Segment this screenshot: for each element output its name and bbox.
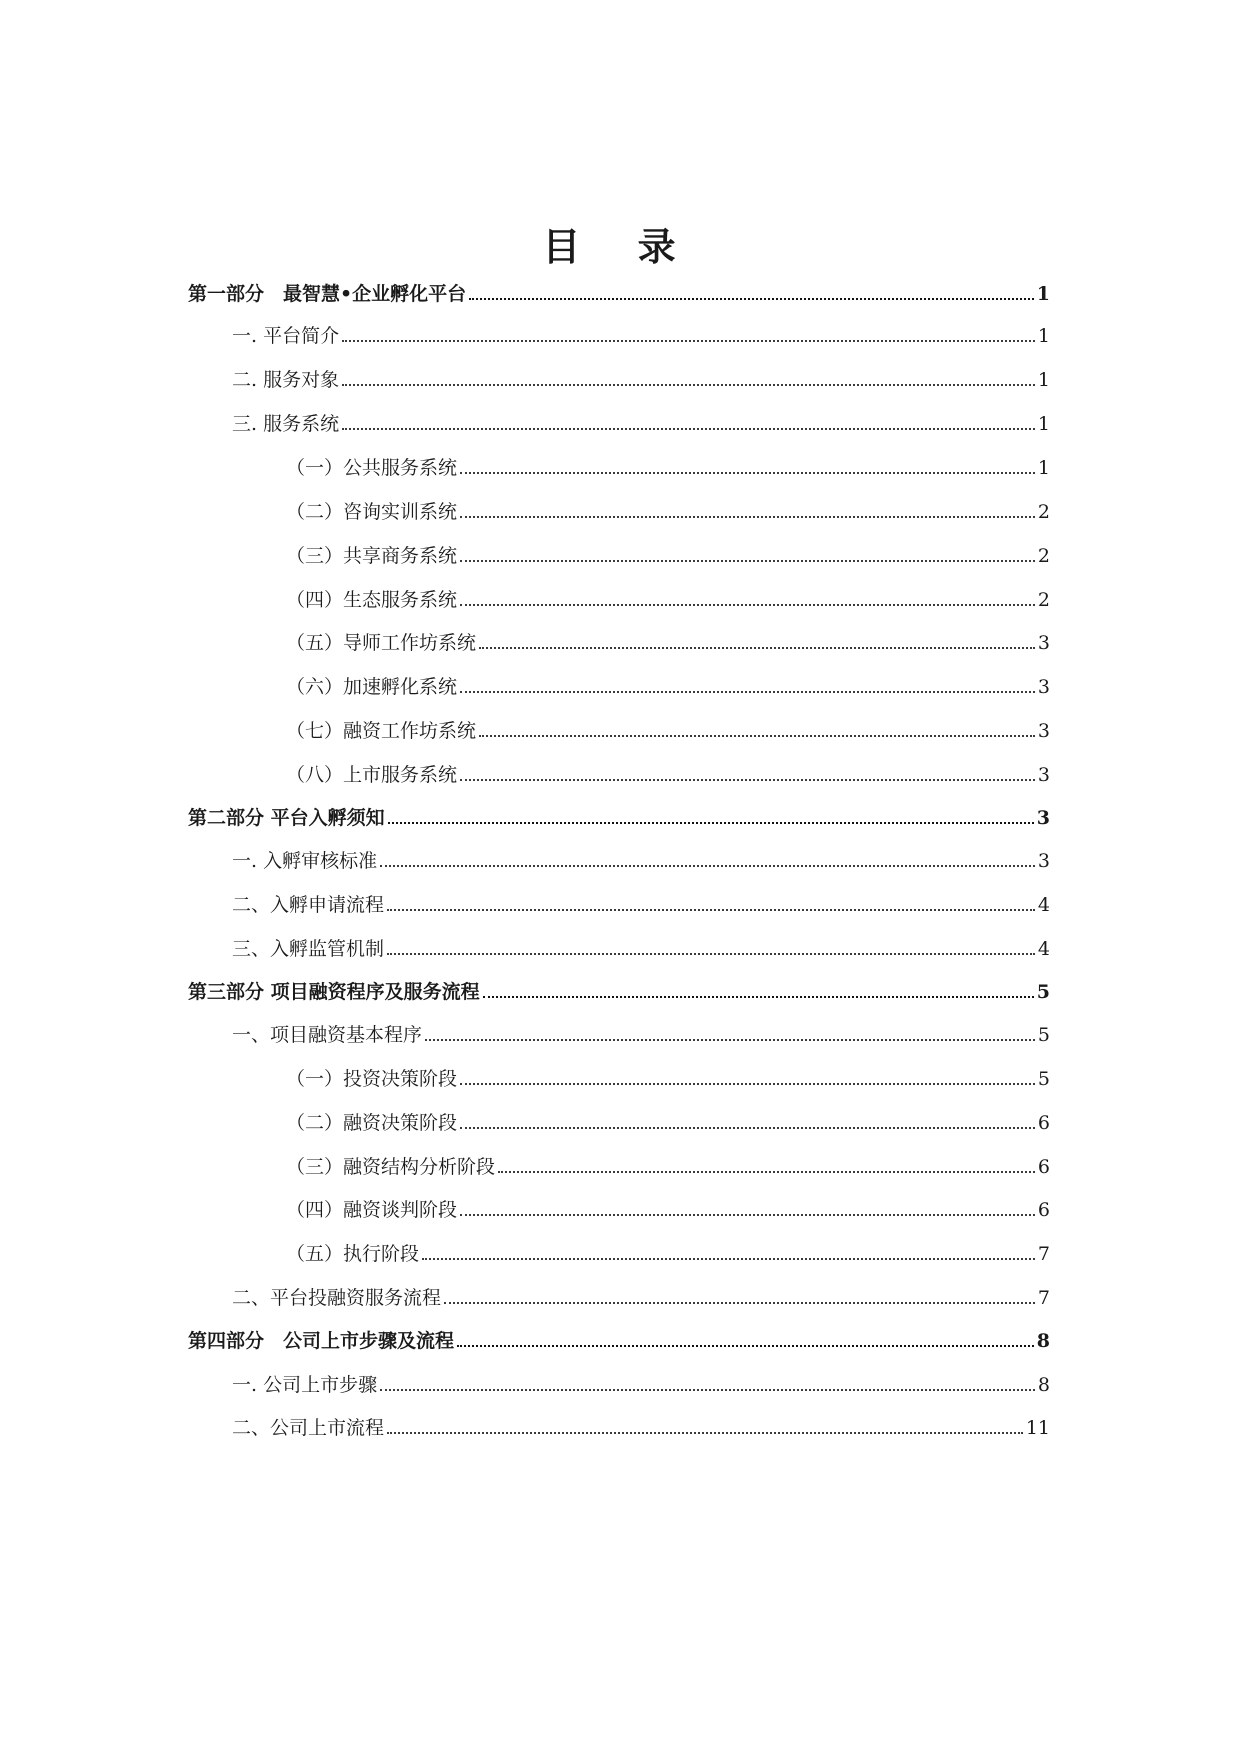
toc-entry-page: 4: [1037, 938, 1050, 960]
toc-entry-page: 1: [1037, 457, 1050, 479]
toc-entry-label: （四）生态服务系统: [286, 589, 458, 611]
toc-entry-label: 二、平台投融资服务流程: [232, 1287, 442, 1309]
toc-entry-label: （八）上市服务系统: [286, 764, 458, 786]
dot-leader: [460, 560, 1035, 562]
toc-entry-label: 一. 公司上市步骤: [232, 1374, 378, 1396]
toc-entry-page: 7: [1037, 1243, 1050, 1265]
toc-entry-label: 一. 平台简介: [232, 325, 340, 347]
toc-entry-label: （七）融资工作坊系统: [286, 720, 477, 742]
toc-entry[interactable]: [286, 450, 1050, 480]
toc-entry-label: （五）导师工作坊系统: [286, 632, 477, 654]
dot-leader: [460, 1214, 1035, 1216]
dot-leader: [380, 865, 1035, 867]
page-title: 目 录: [542, 224, 698, 269]
dot-leader: [457, 1345, 1034, 1347]
dot-leader: [479, 735, 1035, 737]
toc-entry-page: 4: [1037, 894, 1050, 916]
dot-leader: [460, 1083, 1035, 1085]
toc-entry-page: 3: [1037, 850, 1050, 872]
toc-entry-page: 8: [1036, 1330, 1050, 1352]
toc-entry[interactable]: [232, 362, 1050, 392]
toc-entry[interactable]: [286, 1236, 1050, 1266]
toc-entry[interactable]: [232, 1410, 1050, 1440]
toc-entry-label: 第四部分 公司上市步骤及流程: [188, 1330, 455, 1352]
dot-leader: [387, 953, 1035, 955]
toc-entry[interactable]: [286, 538, 1050, 568]
toc-entry-page: 3: [1037, 720, 1050, 742]
toc-entry-page: 3: [1037, 764, 1050, 786]
dot-leader: [460, 604, 1035, 606]
toc-entry[interactable]: [286, 494, 1050, 524]
toc-entry[interactable]: [232, 1280, 1050, 1310]
toc-entry[interactable]: [286, 1105, 1050, 1135]
toc-entry[interactable]: [286, 1061, 1050, 1091]
toc-entry-page: 3: [1036, 807, 1050, 829]
toc-entry-page: 5: [1036, 981, 1050, 1003]
toc-entry-part-3[interactable]: [188, 974, 1050, 1004]
dot-leader: [342, 384, 1035, 386]
dot-leader: [422, 1258, 1035, 1260]
dot-leader: [460, 1127, 1035, 1129]
toc-entry[interactable]: [232, 887, 1050, 917]
toc-entry[interactable]: [232, 931, 1050, 961]
toc-entry-page: 3: [1037, 676, 1050, 698]
toc-entry-page: 2: [1037, 545, 1050, 567]
toc-entry-label: 第一部分 最智慧•企业孵化平台: [188, 283, 467, 305]
toc-entry-label: 第三部分 项目融资程序及服务流程: [188, 981, 480, 1003]
toc-entry-label: 一、项目融资基本程序: [232, 1024, 423, 1046]
toc-entry-label: （一）公共服务系统: [286, 457, 458, 479]
dot-leader: [380, 1389, 1035, 1391]
toc-entry-page: 1: [1037, 369, 1050, 391]
toc-entry-label: （三）共享商务系统: [286, 545, 458, 567]
toc-entry-label: 二. 服务对象: [232, 369, 340, 391]
toc-entry-page: 1: [1037, 413, 1050, 435]
toc-entry[interactable]: [286, 582, 1050, 612]
toc-entry-page: 3: [1037, 632, 1050, 654]
toc-entry-page: 5: [1037, 1024, 1050, 1046]
toc-entry-page: 2: [1037, 501, 1050, 523]
toc-entry-label: （三）融资结构分析阶段: [286, 1156, 496, 1178]
toc-entry[interactable]: [232, 1367, 1050, 1397]
toc-entry[interactable]: [286, 1149, 1050, 1179]
dot-leader: [460, 691, 1035, 693]
toc-entry-page: 6: [1037, 1112, 1050, 1134]
dot-leader: [460, 472, 1035, 474]
dot-leader: [387, 1432, 1023, 1434]
toc-entry[interactable]: [232, 406, 1050, 436]
dot-leader: [387, 909, 1035, 911]
toc-entry[interactable]: [286, 625, 1050, 655]
toc-entry-page: 5: [1037, 1068, 1050, 1090]
toc-entry-page: 8: [1037, 1374, 1050, 1396]
dot-leader: [460, 516, 1035, 518]
toc-entry-label: （二）咨询实训系统: [286, 501, 458, 523]
toc-entry-page: 6: [1037, 1156, 1050, 1178]
toc-entry-page: 7: [1037, 1287, 1050, 1309]
dot-leader: [342, 340, 1035, 342]
toc-entry-label: （一）投资决策阶段: [286, 1068, 458, 1090]
toc-entry-label: 二、公司上市流程: [232, 1417, 385, 1439]
toc-entry-part-1[interactable]: [188, 276, 1050, 306]
toc-entry-label: （五）执行阶段: [286, 1243, 420, 1265]
toc-entry-part-2[interactable]: [188, 800, 1050, 830]
toc-entry-label: （二）融资决策阶段: [286, 1112, 458, 1134]
toc-entry-page: 1: [1036, 283, 1050, 305]
toc-entry[interactable]: [286, 713, 1050, 743]
dot-leader: [460, 779, 1035, 781]
toc-entry[interactable]: [286, 757, 1050, 787]
dot-leader: [342, 428, 1035, 430]
dot-leader: [483, 996, 1034, 998]
dot-leader: [425, 1039, 1035, 1041]
toc-entry[interactable]: [232, 318, 1050, 348]
toc-entry-label: 三、入孵监管机制: [232, 938, 385, 960]
toc-entry-page: 2: [1037, 589, 1050, 611]
dot-leader: [444, 1302, 1035, 1304]
toc-entry[interactable]: [286, 669, 1050, 699]
dot-leader: [479, 647, 1035, 649]
toc-entry-part-4[interactable]: [188, 1323, 1050, 1353]
toc-entry-label: 第二部分 平台入孵须知: [188, 807, 385, 829]
toc-entry-page: 1: [1037, 325, 1050, 347]
toc-entry[interactable]: [232, 1017, 1050, 1047]
toc-entry[interactable]: [232, 843, 1050, 873]
dot-leader: [388, 822, 1034, 824]
toc-entry-label: （六）加速孵化系统: [286, 676, 458, 698]
toc-entry-label: 三. 服务系统: [232, 413, 340, 435]
toc-entry[interactable]: [286, 1192, 1050, 1222]
toc-entry-page: 6: [1037, 1199, 1050, 1221]
toc-entry-page: 11: [1025, 1417, 1050, 1439]
toc-entry-label: 二、入孵申请流程: [232, 894, 385, 916]
dot-leader: [469, 298, 1034, 300]
toc-entry-label: 一. 入孵审核标准: [232, 850, 378, 872]
dot-leader: [498, 1171, 1035, 1173]
toc-entry-label: （四）融资谈判阶段: [286, 1199, 458, 1221]
